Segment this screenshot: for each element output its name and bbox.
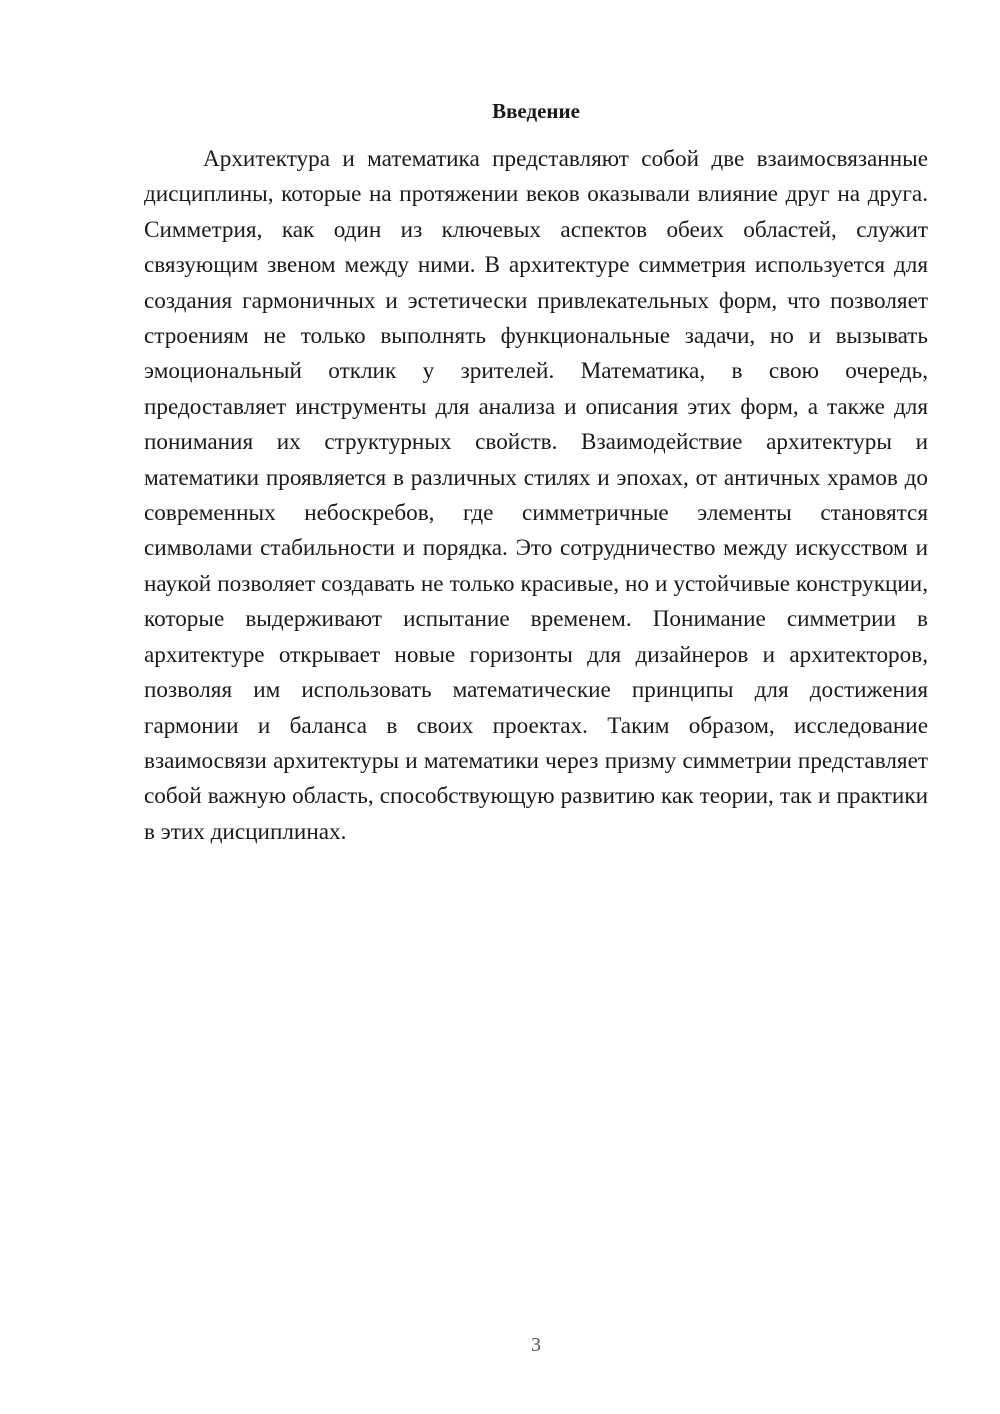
introduction-paragraph: Архитектура и математика представляют собой две взаимосвязанные дисциплины, которые на протяжении веков оказывали влияние друг на друга. Симметрия, как один из ключевых аспектов обеих областей, служит связующим звеном между ними. В архитектуре симметрия используется для создания гармоничных и эстетически привлекательных форм, что позволяет строениям не только выполнять функциональные задачи, но и вызывать эмоциональный отклик у зрителей. Математика, в свою очередь, предоставляет инструменты для анализа и описания этих форм, а также для понимания их структурных свойств. Взаимодействие архитектуры и математики проявляется в различных стилях и эпохах, от античных храмов до современных небоскребов, где симметричные элементы становятся символами стабильности и порядка. Это сотрудничество между искусством и наукой позволяет создавать не только красивые, но и устойчивые конструкции, которые выдерживают испытание временем. Понимание симметрии в архитектуре открывает новые горизонты для дизайнеров и архитекторов, позволяя им использовать математические принципы для достижения гармонии и баланса в своих проектах. Таким образом, исследование взаимосвязи архитектуры и математики через призму симметрии представляет собой важную область, способствующую развитию как теории, так и практики в этих дисциплинах. [144, 146, 928, 845]
page-number: 3 [531, 1334, 541, 1356]
section-heading: Введение [492, 99, 580, 123]
